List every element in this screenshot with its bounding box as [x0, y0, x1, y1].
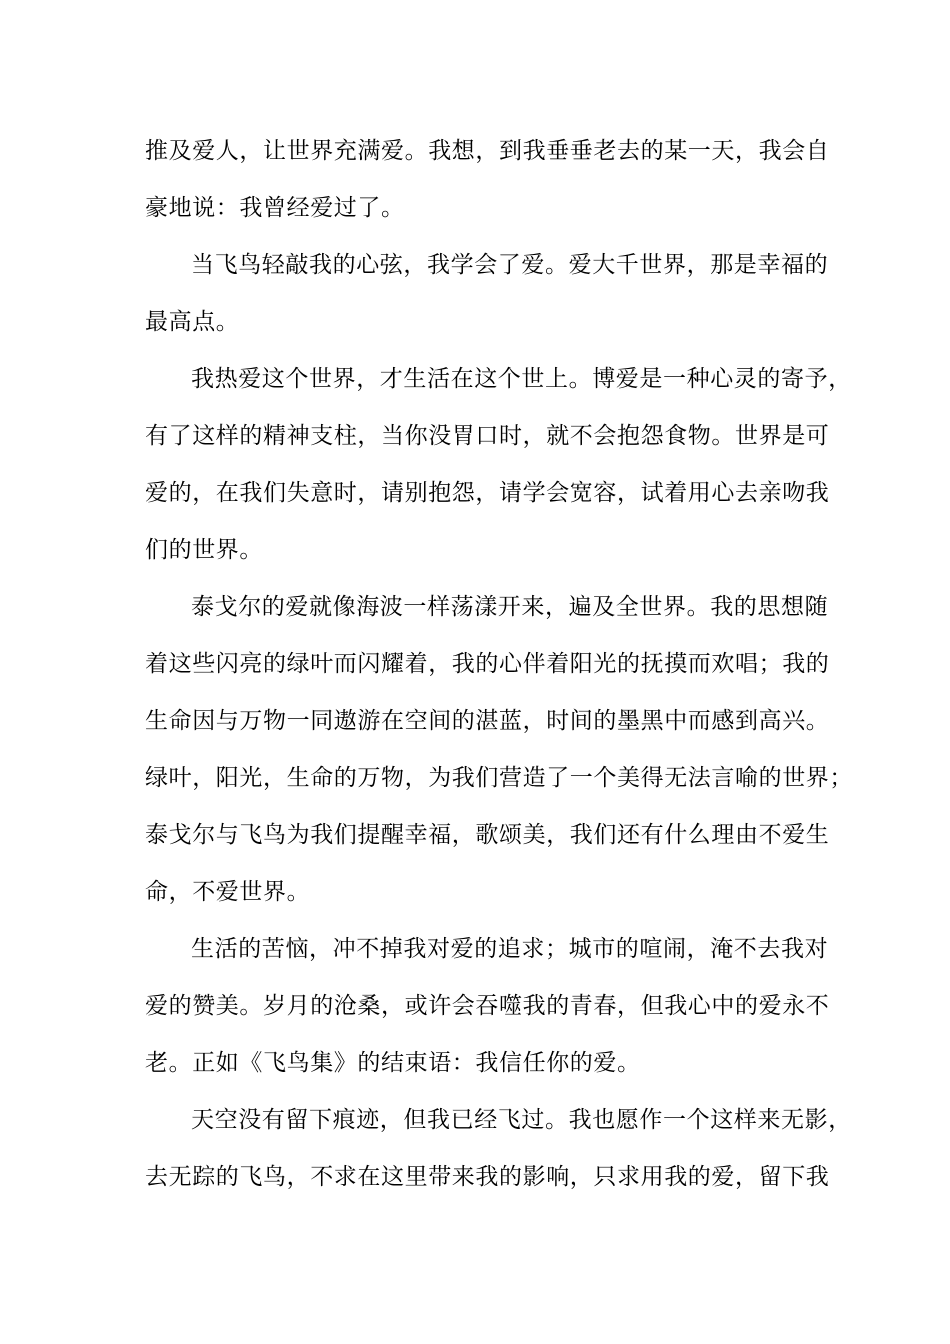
text-line: 着这些闪亮的绿叶而闪耀着，我的心伴着阳光的抚摸而欢唱；我的: [145, 651, 830, 677]
paragraph-first-line: 我热爱这个世界，才生活在这个世上。博爱是一种心灵的寄予，: [191, 366, 852, 392]
paragraph-first-line: 天空没有留下痕迹，但我已经飞过。我也愿作一个这样来无影，: [191, 1107, 852, 1133]
text-line: 命，不爱世界。: [145, 879, 311, 905]
paragraph-first-line: 当飞鸟轻敲我的心弦，我学会了爱。爱大千世界，那是幸福的: [191, 252, 829, 278]
text-line: 泰戈尔与飞鸟为我们提醒幸福，歌颂美，我们还有什么理由不爱生: [145, 822, 830, 848]
paragraph-first-line: 生活的苦恼，冲不掉我对爱的追求；城市的喧闹，淹不去我对: [191, 936, 829, 962]
text-line: 爱的，在我们失意时，请别抱怨，请学会宽容，试着用心去亲吻我: [145, 480, 830, 506]
text-line: 老。正如《飞鸟集》的结束语：我信任你的爱。: [145, 1050, 641, 1076]
text-line: 有了这样的精神支柱，当你没胃口时，就不会抱怨食物。世界是可: [145, 423, 830, 449]
text-line: 去无踪的飞鸟，不求在这里带来我的影响，只求用我的爱，留下我: [145, 1164, 830, 1190]
text-line: 豪地说：我曾经爱过了。: [145, 195, 405, 221]
text-line: 爱的赞美。岁月的沧桑，或许会吞噬我的青春，但我心中的爱永不: [145, 993, 830, 1019]
text-line: 们的世界。: [145, 537, 263, 563]
text-line: 推及爱人，让世界充满爱。我想，到我垂垂老去的某一天，我会自: [145, 138, 830, 164]
text-line: 生命因与万物一同遨游在空间的湛蓝，时间的墨黑中而感到高兴。: [145, 708, 830, 734]
text-line: 最高点。: [145, 309, 240, 335]
paragraph-first-line: 泰戈尔的爱就像海波一样荡漾开来，遍及全世界。我的思想随: [191, 594, 829, 620]
text-line: 绿叶，阳光，生命的万物，为我们营造了一个美得无法言喻的世界；: [145, 765, 853, 791]
